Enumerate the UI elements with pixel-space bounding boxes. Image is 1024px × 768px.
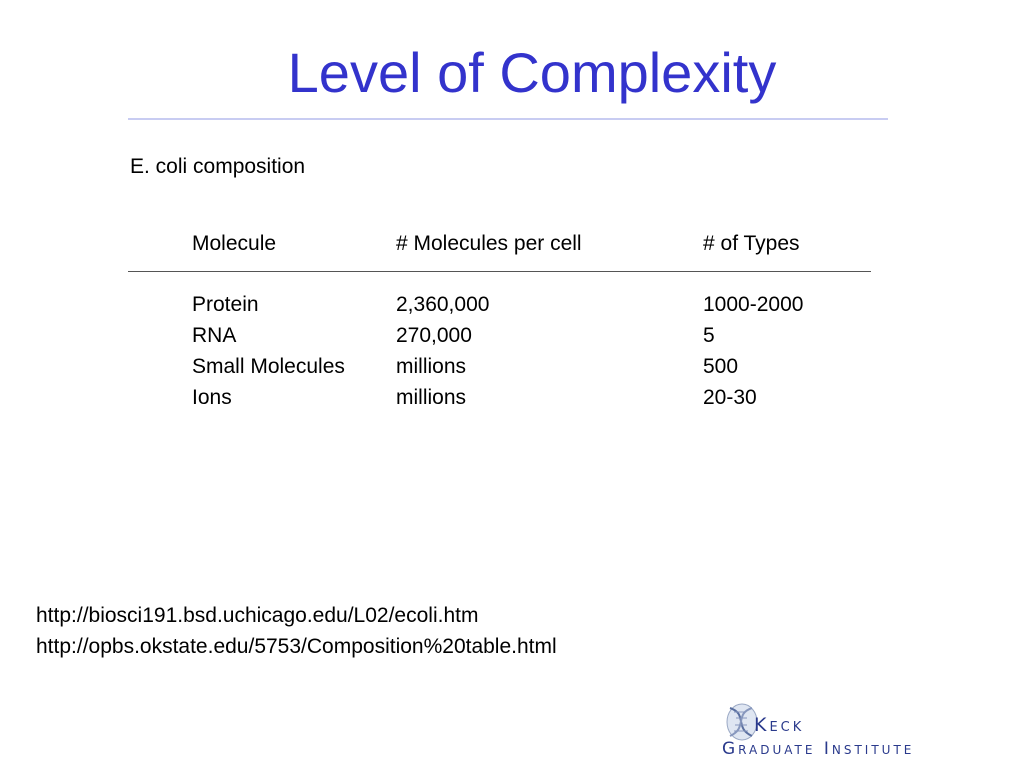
- table-header: [0, 230, 1024, 258]
- header-molecule: Molecule: [192, 232, 277, 255]
- cell-molecules-per-cell: 2,360,000: [396, 293, 490, 316]
- table-body: [0, 291, 1024, 415]
- header-molecules-per-cell: # Molecules per cell: [396, 232, 582, 255]
- cell-molecules-per-cell: millions: [396, 355, 467, 378]
- cell-number-of-types: 5: [703, 324, 715, 347]
- table-row: [0, 353, 1024, 384]
- cell-molecules-per-cell: millions: [396, 386, 467, 409]
- slide-title: Level of Complexity: [287, 41, 777, 104]
- cell-number-of-types: 20-30: [703, 386, 757, 409]
- reference-links: [36, 600, 557, 662]
- keck-graduate-institute-logo: [716, 700, 1006, 762]
- table-header-divider: [128, 271, 871, 272]
- logo-text-graduate-institute: Graduate Institute: [722, 739, 915, 759]
- cell-molecules-per-cell: 270,000: [396, 324, 472, 347]
- cell-number-of-types: 1000-2000: [703, 293, 804, 316]
- cell-number-of-types: 500: [703, 355, 739, 378]
- cell-molecule: Protein: [192, 293, 259, 316]
- table-row: [0, 384, 1024, 415]
- title-underline: [128, 118, 888, 120]
- cell-molecule: Ions: [192, 386, 232, 409]
- reference-link-okstate[interactable]: http://opbs.okstate.edu/5753/Composition%20table.html: [36, 635, 557, 658]
- reference-link-uchicago[interactable]: http://biosci191.bsd.uchicago.edu/L02/ecoli.htm: [36, 604, 479, 627]
- table-row: [0, 291, 1024, 322]
- slide-subtitle: E. coli composition: [130, 155, 306, 178]
- cell-molecule: RNA: [192, 324, 237, 347]
- cell-molecule: Small Molecules: [192, 355, 345, 378]
- header-number-of-types: # of Types: [703, 232, 800, 255]
- logo-text-keck: Keck: [754, 714, 805, 736]
- table-row: [0, 322, 1024, 353]
